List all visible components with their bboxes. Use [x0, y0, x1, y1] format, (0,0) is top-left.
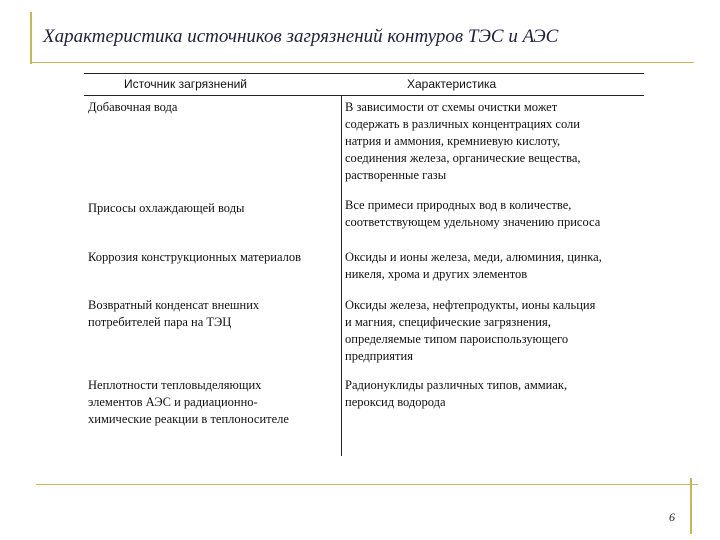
table-row-characteristic: В зависимости от схемы очистки может содержать в различных концентрациях соли натрия и аммония, кремниевую кислоту, соединения железа, органические вещества, растворенные газы [345, 100, 581, 182]
page-number: 6 [669, 510, 675, 524]
decorative-footer-vertical-line [690, 478, 692, 534]
table-row-source: Добавочная вода [88, 100, 178, 114]
table-row-source: Неплотности тепловыделяющих элементов АЭС и радиационно- химические реакции в теплоносителе [88, 378, 289, 426]
table-row-source: Возвратный конденсат внешних потребителей пара на ТЭЦ [88, 298, 260, 329]
decorative-title-underline [30, 62, 694, 63]
column-header-source: Источник загрязнений [124, 77, 247, 91]
table-row-characteristic: Оксиды и ионы железа, меди, алюминия, цинка, никеля, хрома и других элементов [345, 250, 602, 281]
pollution-sources-table [84, 73, 644, 456]
table-header-divider [84, 95, 644, 96]
table-row-characteristic: Все примеси природных вод в количестве, соответствующем удельному значению присоса [345, 198, 601, 229]
table-row-characteristic: Оксиды железа, нефтепродукты, ионы кальция и магния, специфические загрязнения, определяемые типом пароиспользующего предприятия [345, 298, 596, 363]
table-row-source: Коррозия конструкционных материалов [88, 250, 301, 264]
slide-title: Характеристика источников загрязнений контуров ТЭС и АЭС [43, 26, 559, 47]
table-top-border [84, 73, 644, 74]
column-header-characteristic: Характеристика [407, 77, 497, 91]
decorative-vertical-line [30, 12, 32, 64]
table-column-divider [341, 96, 342, 456]
table-row-source: Присосы охлаждающей воды [88, 201, 245, 215]
decorative-footer-line [36, 484, 698, 485]
table-row-characteristic: Радионуклиды различных типов, аммиак, пероксид водорода [345, 378, 568, 409]
